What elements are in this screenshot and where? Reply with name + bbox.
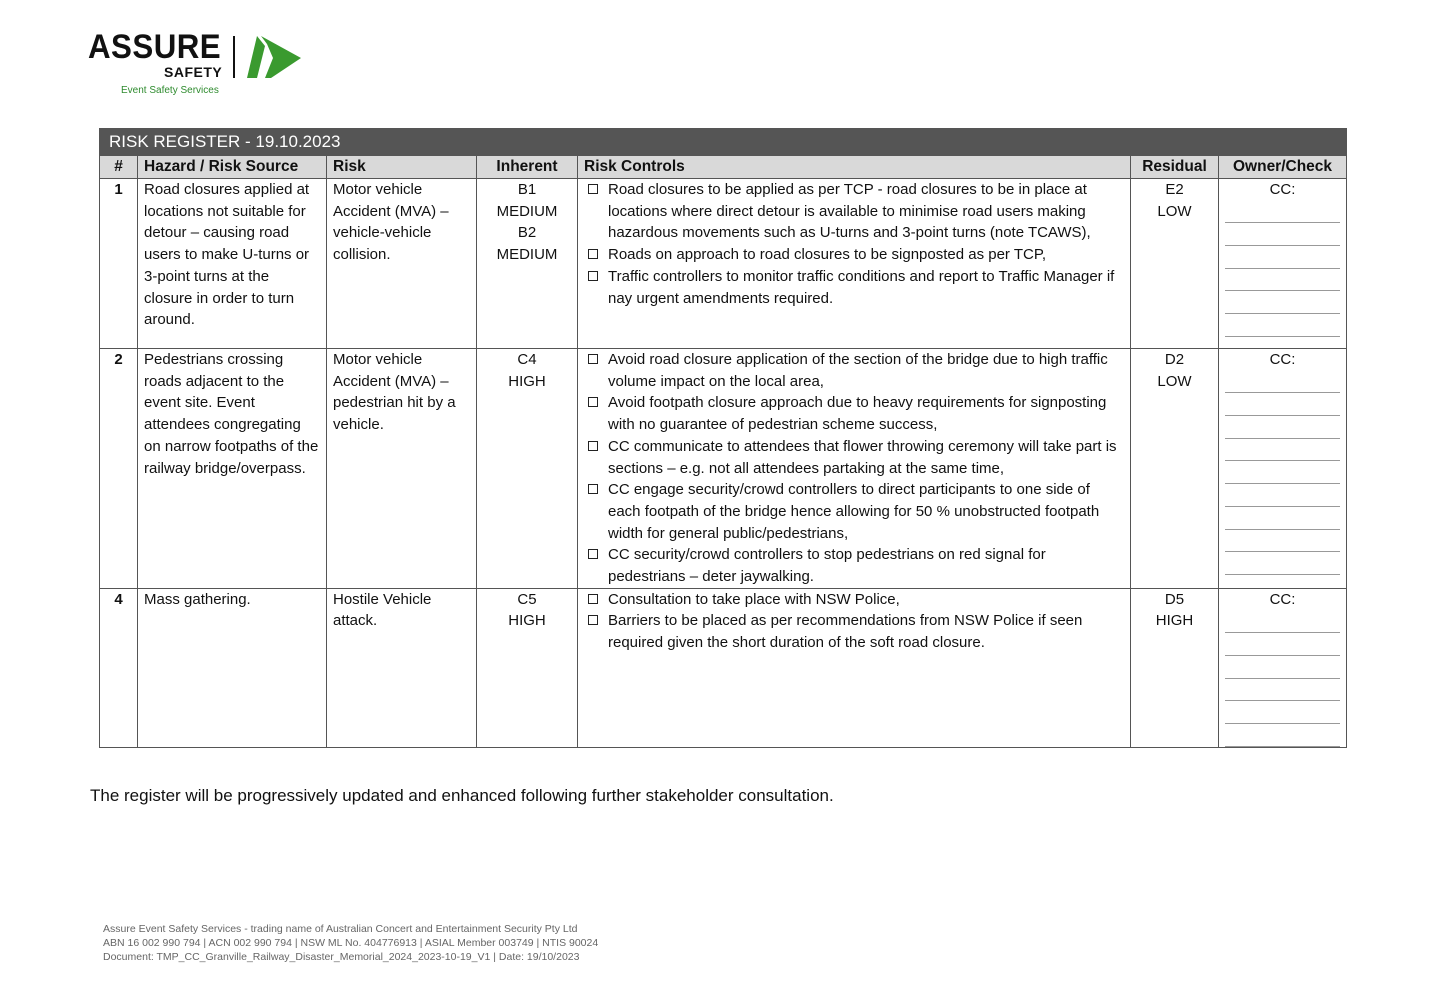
control-item — [584, 610, 1124, 653]
signature-line — [1225, 246, 1340, 269]
residual-cell — [1131, 588, 1219, 747]
inherent-level: HIGH — [508, 372, 546, 390]
signature-line — [1225, 656, 1340, 679]
controls-cell — [578, 179, 1131, 349]
signature-line — [1225, 461, 1340, 484]
controls-cell — [578, 588, 1131, 747]
signature-line — [1225, 633, 1340, 656]
checkbox-icon — [588, 271, 598, 281]
owner-cell — [1219, 179, 1347, 349]
control-item — [584, 436, 1124, 479]
checkbox-icon — [588, 249, 598, 259]
row-number: 1 — [100, 179, 138, 349]
register-title-row — [100, 129, 1347, 156]
header-num: # — [100, 156, 138, 179]
control-text: Consultation to take place with NSW Police, — [608, 590, 900, 608]
owner-cell — [1219, 349, 1347, 589]
control-item — [584, 544, 1124, 587]
checkbox-icon — [588, 397, 598, 407]
signature-line — [1225, 371, 1340, 394]
signature-line — [1225, 393, 1340, 416]
header-controls: Risk Controls — [578, 156, 1131, 179]
signature-line — [1225, 223, 1340, 246]
signature-line — [1225, 439, 1340, 462]
register-note: The register will be progressively updated and enhanced following further stakeholder consultation. — [90, 786, 834, 805]
signature-line — [1225, 701, 1340, 724]
inherent-cell — [477, 349, 578, 589]
signature-line — [1225, 201, 1340, 224]
checkbox-icon — [588, 184, 598, 194]
inherent-level: HIGH — [508, 612, 546, 630]
header-risk: Risk — [327, 156, 477, 179]
hazard-cell: Pedestrians crossing roads adjacent to the event site. Event attendees congregating on narrow footpaths of the railway bridge/overpass. — [138, 349, 327, 589]
inherent-rating: B2 — [517, 224, 537, 242]
risk-cell: Motor vehicle Accident (MVA) – vehicle-vehicle collision. — [327, 179, 477, 349]
document-footer — [103, 922, 598, 964]
logo-tagline: Event Safety Services — [121, 85, 219, 96]
owner-label: CC: — [1269, 351, 1296, 368]
row-number: 2 — [100, 349, 138, 589]
owner-label: CC: — [1269, 590, 1296, 608]
logo-mark-icon — [245, 34, 301, 80]
signature-line — [1225, 552, 1340, 575]
control-text: Roads on approach to road closures to be signposted as per TCP, — [608, 246, 1047, 264]
control-text: CC security/crowd controllers to stop pedestrians on red signal for pedestrians – deter jaywalking. — [608, 546, 1046, 586]
table-row — [100, 588, 1347, 747]
hazard-cell: Road closures applied at locations not suitable for detour – causing road users to make U-turns or 3-point turns at the closure in order to turn around. — [138, 179, 327, 349]
risk-register-table — [99, 128, 1347, 748]
footer-line: ABN 16 002 990 794 | ACN 002 990 794 | NSW ML No. 404776913 | ASIAL Member 003749 | NTIS 90024 — [103, 937, 599, 949]
residual-level: LOW — [1157, 202, 1192, 220]
inherent-level: MEDIUM — [496, 202, 558, 220]
control-item — [584, 392, 1124, 435]
control-item — [584, 349, 1124, 392]
footer-line: Assure Event Safety Services - trading name of Australian Concert and Entertainment Security Pty Ltd — [103, 923, 578, 935]
inherent-rating: B1 — [517, 181, 537, 198]
control-item — [584, 266, 1124, 309]
header-owner: Owner/Check — [1219, 156, 1347, 179]
inherent-cell — [477, 179, 578, 349]
logo-subword: SAFETY — [164, 64, 223, 80]
checkbox-icon — [588, 354, 598, 364]
table-row — [100, 179, 1347, 349]
hazard-cell: Mass gathering. — [138, 588, 327, 747]
table-row — [100, 349, 1347, 589]
control-text: CC engage security/crowd controllers to direct participants to one side of each footpath of the bridge hence allowing for 50 % unobstructed footpath width for general public/pedestrians, — [608, 481, 1100, 542]
row-number: 4 — [100, 588, 138, 747]
signature-line — [1225, 269, 1340, 292]
register-title: RISK REGISTER - 19.10.2023 — [100, 129, 1347, 156]
control-text: Avoid road closure application of the section of the bridge due to high traffic volume impact on the local area, — [608, 351, 1108, 390]
signature-line — [1225, 724, 1340, 747]
control-text: Traffic controllers to monitor traffic conditions and report to Traffic Manager if nay urgent amendments required. — [608, 267, 1115, 307]
signature-line — [1225, 314, 1340, 337]
footer-line: Document: TMP_CC_Granville_Railway_Disaster_Memorial_2024_2023-10-19_V1 | Date: 19/10/2023 — [103, 951, 580, 963]
controls-cell — [578, 349, 1131, 589]
residual-rating: E2 — [1165, 181, 1184, 198]
residual-rating: D2 — [1164, 351, 1185, 368]
inherent-level: MEDIUM — [496, 246, 558, 264]
header-inherent: Inherent — [477, 156, 578, 179]
checkbox-icon — [588, 441, 598, 451]
residual-cell — [1131, 349, 1219, 589]
signature-line — [1225, 416, 1340, 439]
company-logo — [88, 30, 308, 102]
residual-rating: D5 — [1164, 590, 1185, 608]
signature-line — [1225, 679, 1340, 702]
logo-wordmark: ASSURE — [88, 28, 222, 66]
risk-cell: Hostile Vehicle attack. — [327, 588, 477, 747]
control-item — [584, 589, 1124, 611]
checkbox-icon — [588, 615, 598, 625]
control-item — [584, 244, 1124, 266]
signature-line — [1225, 610, 1340, 633]
logo-divider — [233, 36, 235, 78]
header-row — [100, 156, 1347, 179]
signature-line — [1225, 484, 1340, 507]
control-text: CC communicate to attendees that flower throwing ceremony will take part is sections – e.g. not all attendees partaking at the same time, — [608, 437, 1117, 477]
control-text: Barriers to be placed as per recommendations from NSW Police if seen required given the short duration of the soft road closure. — [608, 612, 1083, 652]
control-item — [584, 479, 1124, 544]
signature-line — [1225, 291, 1340, 314]
control-text: Avoid footpath closure approach due to heavy requirements for signposting with no guarantee of pedestrian scheme success, — [608, 394, 1107, 434]
inherent-rating: C5 — [517, 590, 537, 608]
inherent-rating: C4 — [517, 351, 537, 368]
risk-cell: Motor vehicle Accident (MVA) – pedestrian hit by a vehicle. — [327, 349, 477, 589]
residual-cell — [1131, 179, 1219, 349]
inherent-cell — [477, 588, 578, 747]
signature-line — [1225, 530, 1340, 553]
owner-label: CC: — [1269, 181, 1296, 198]
header-residual: Residual — [1131, 156, 1219, 179]
header-hazard: Hazard / Risk Source — [138, 156, 327, 179]
control-text: Road closures to be applied as per TCP - road closures to be in place at locations where direct detour is available to minimise road users making hazardous movements such as U-turns and 3-point turns (note TCAWS), — [608, 181, 1091, 242]
checkbox-icon — [588, 594, 598, 604]
residual-level: HIGH — [1155, 612, 1194, 630]
signature-line — [1225, 507, 1340, 530]
owner-cell — [1219, 588, 1347, 747]
checkbox-icon — [588, 484, 598, 494]
control-item — [584, 179, 1124, 244]
checkbox-icon — [588, 549, 598, 559]
residual-level: LOW — [1157, 372, 1192, 390]
